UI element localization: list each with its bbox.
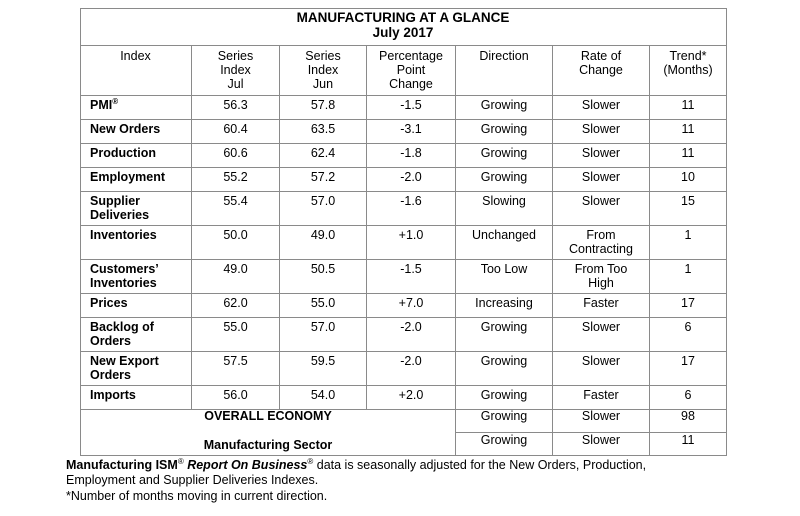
row-8-rate: Faster [583, 296, 619, 310]
row-1-jul: 56.3 [223, 98, 248, 112]
row-6-rate: From [586, 228, 616, 242]
header-rate-line1: Rate of [580, 49, 622, 63]
row-11-rate: Faster [583, 388, 619, 402]
sector-trend: 11 [681, 433, 695, 447]
row-9-index: Orders [90, 334, 131, 348]
row-5-change: -1.6 [400, 194, 422, 208]
header-top-border [80, 45, 727, 46]
row-8-jun: 55.0 [310, 296, 336, 310]
row-6-jun: 49.0 [310, 228, 336, 242]
row-5-rate: Slower [581, 194, 621, 208]
row-4-direction: Growing [480, 170, 528, 184]
table-bottom-border [80, 455, 727, 456]
row-6-change: +1.0 [398, 228, 424, 242]
row-6-direction: Unchanged [472, 228, 536, 242]
header-rate-line2: Change [579, 63, 623, 77]
header-trend-line1: Trend* [669, 49, 707, 63]
row-divider [80, 143, 727, 144]
row-divider [80, 259, 727, 260]
row-10-change: -2.0 [400, 354, 422, 368]
row-4-jun: 57.2 [310, 170, 336, 184]
row-8-trend: 17 [681, 296, 695, 310]
sector-rate: Slower [581, 433, 621, 447]
row-2-change: -3.1 [400, 122, 422, 136]
overall-direction: Growing [480, 409, 528, 423]
row-divider [80, 191, 727, 192]
registered-mark-icon: ® [307, 456, 314, 466]
row-3-jul: 60.6 [223, 146, 248, 160]
table-top-border [80, 8, 727, 9]
row-6-trend: 1 [684, 228, 692, 242]
row-6-index: Inventories [90, 228, 157, 242]
header-trend-line2: (Months) [663, 63, 713, 77]
footnote-line1 [66, 458, 646, 473]
footnote-body: data is seasonally adjusted for the New Orders, Production, [313, 458, 647, 472]
row-10-index: New Export [90, 354, 159, 368]
row-divider [80, 95, 727, 96]
row-3-change: -1.8 [400, 146, 422, 160]
row-divider [80, 317, 727, 318]
row-7-jun: 50.5 [310, 262, 336, 276]
row-2-jul: 60.4 [223, 122, 248, 136]
table-right-border [726, 8, 727, 456]
row-7-change: -1.5 [400, 262, 422, 276]
row-9-change: -2.0 [400, 320, 422, 334]
row-10-index: Orders [90, 368, 131, 382]
table-left-border [80, 8, 81, 456]
manufacturing-sector-label: Manufacturing Sector [203, 438, 333, 452]
row-7-jul: 49.0 [223, 262, 248, 276]
row-5-direction: Slowing [482, 194, 526, 208]
header-series-jul-line2: Index [220, 63, 251, 77]
row-9-rate: Slower [581, 320, 621, 334]
row-3-direction: Growing [480, 146, 528, 160]
sector-direction: Growing [480, 433, 528, 447]
row-9-jun: 57.0 [310, 320, 336, 334]
row-7-direction: Too Low [480, 262, 528, 276]
row-divider [80, 119, 727, 120]
row-8-index: Prices [90, 296, 128, 310]
row-2-direction: Growing [480, 122, 528, 136]
row-2-trend: 11 [681, 122, 695, 136]
row-2-rate: Slower [581, 122, 621, 136]
row-3-jun: 62.4 [310, 146, 336, 160]
row-11-trend: 6 [684, 388, 692, 402]
row-8-direction: Increasing [475, 296, 533, 310]
row-9-direction: Growing [480, 320, 528, 334]
row-10-trend: 17 [681, 354, 695, 368]
table-title: MANUFACTURING AT A GLANCE [296, 10, 510, 25]
row-11-jun: 54.0 [310, 388, 336, 402]
row-9-index: Backlog of [90, 320, 154, 334]
footnote-report-title: Report On Business [187, 458, 308, 472]
row-10-direction: Growing [480, 354, 528, 368]
row-11-direction: Growing [480, 388, 528, 402]
row-11-jul: 56.0 [223, 388, 248, 402]
row-1-index: PMI® [90, 96, 119, 112]
row-divider [80, 351, 727, 352]
row-1-rate: Slower [581, 98, 621, 112]
overall-rate: Slower [581, 409, 621, 423]
header-series-jun-line1: Series [305, 49, 341, 63]
row-5-trend: 15 [681, 194, 695, 208]
header-series-jun-line3: Jun [312, 77, 334, 91]
registered-mark-icon: ® [112, 96, 119, 106]
row-4-index: Employment [90, 170, 166, 184]
header-index: Index [120, 49, 151, 63]
row-divider [80, 225, 727, 226]
row-4-change: -2.0 [400, 170, 422, 184]
overall-economy-label: OVERALL ECONOMY [204, 409, 332, 423]
row-3-index: Production [90, 146, 156, 160]
row-11-change: +2.0 [398, 388, 424, 402]
row-2-jun: 63.5 [310, 122, 336, 136]
row-7-rate: High [588, 276, 614, 290]
row-3-trend: 11 [681, 146, 695, 160]
row-7-index: Inventories [90, 276, 157, 290]
row-1-direction: Growing [480, 98, 528, 112]
footnote-line3: *Number of months moving in current direction. [66, 489, 328, 503]
row-5-jun: 57.0 [310, 194, 336, 208]
row-5-index: Deliveries [90, 208, 150, 222]
row-5-index: Supplier [90, 194, 141, 208]
row-2-index: New Orders [90, 122, 161, 136]
row-divider [80, 167, 727, 168]
row-5-jul: 55.4 [223, 194, 248, 208]
row-10-jun: 59.5 [310, 354, 336, 368]
row-6-rate: Contracting [569, 242, 633, 256]
row-7-rate: From Too [574, 262, 628, 276]
row-divider [80, 385, 727, 386]
registered-mark-icon: ® [177, 456, 184, 466]
row-1-change: -1.5 [400, 98, 422, 112]
row-8-change: +7.0 [398, 296, 424, 310]
header-pct-change-line3: Change [389, 77, 433, 91]
table-subtitle: July 2017 [372, 25, 434, 40]
header-series-jun-line2: Index [307, 63, 339, 77]
header-direction: Direction [479, 49, 529, 63]
row-9-trend: 6 [684, 320, 692, 334]
row-11-index: Imports [90, 388, 136, 402]
header-pct-change-line2: Point [396, 63, 426, 77]
row-10-rate: Slower [581, 354, 621, 368]
row-7-index: Customers’ [90, 262, 159, 276]
row-4-jul: 55.2 [223, 170, 248, 184]
footnote-ism-label: Manufacturing ISM [66, 458, 178, 472]
row-4-rate: Slower [581, 170, 621, 184]
row-8-jul: 62.0 [223, 296, 248, 310]
row-1-trend: 11 [681, 98, 695, 112]
row-4-trend: 10 [681, 170, 695, 184]
header-series-jul-line3: Jul [227, 77, 244, 91]
overall-trend: 98 [681, 409, 695, 423]
header-series-jul-line1: Series [217, 49, 254, 63]
row-9-jul: 55.0 [223, 320, 248, 334]
header-pct-change-line1: Percentage [379, 49, 443, 63]
row-1-jun: 57.8 [310, 98, 336, 112]
row-10-jul: 57.5 [223, 354, 248, 368]
footnote-line2: Employment and Supplier Deliveries Indexes. [66, 473, 319, 487]
row-7-trend: 1 [684, 262, 692, 276]
row-6-jul: 50.0 [223, 228, 248, 242]
row-divider [80, 293, 727, 294]
row-3-rate: Slower [581, 146, 621, 160]
